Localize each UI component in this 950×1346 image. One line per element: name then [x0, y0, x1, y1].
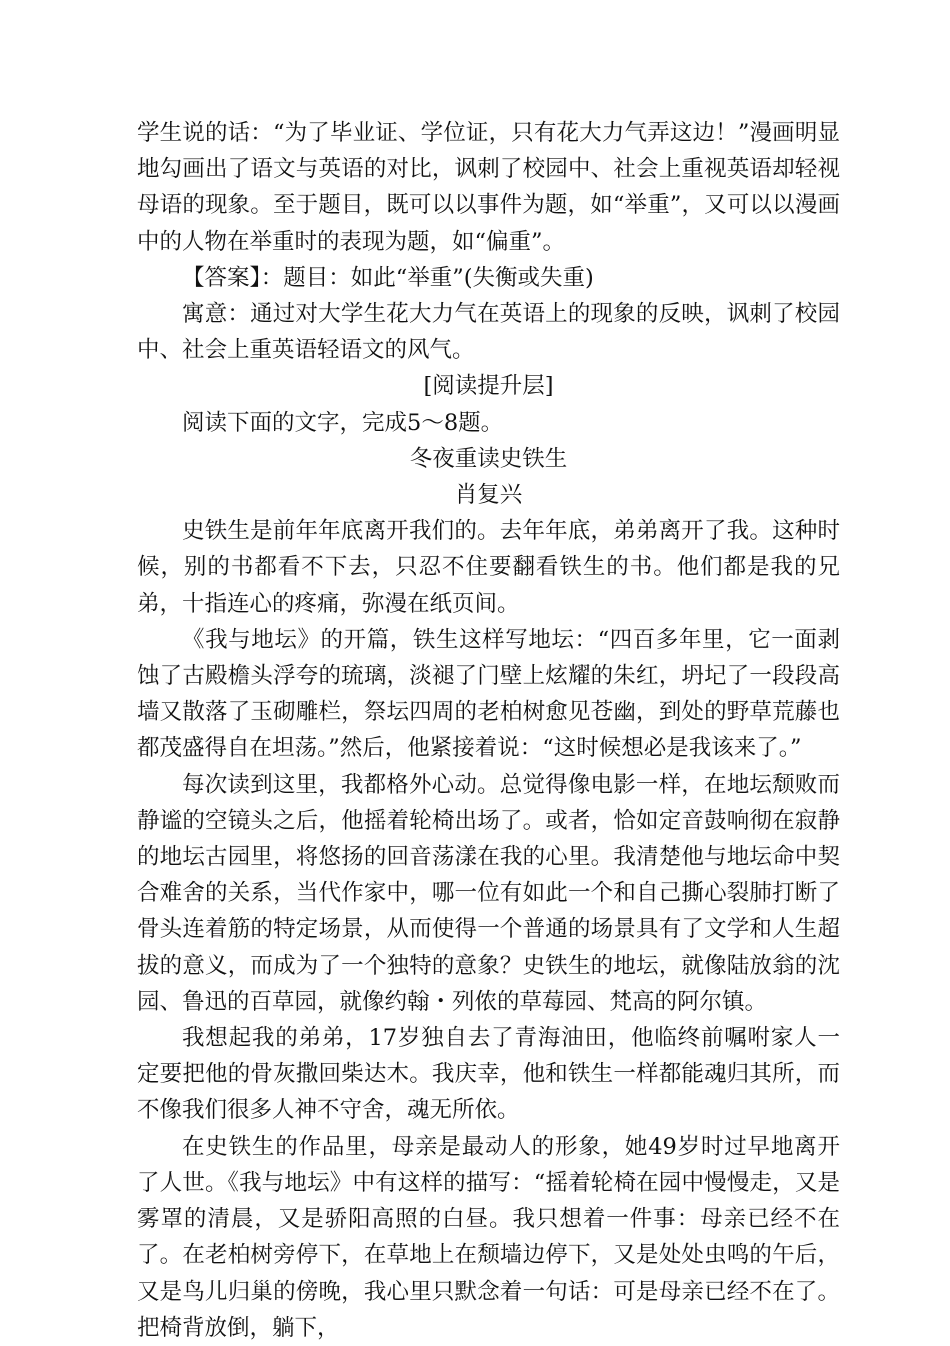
- essay-paragraph-3: 每次读到这里，我都格外心动。总觉得像电影一样，在地坛颓败而静谧的空镜头之后，他摇着轮椅出场了。或者，恰如定音鼓响彻在寂静的地坛古园里，将悠扬的回音荡漾在我的心里。我清楚他与地坛命中契合难舍的关系，当代作家中，哪一位有如此一个和自己撕心裂肺打断了骨头连着筋的特定场景，从而使得一个普通的场景具有了文学和人生超拔的意义，而成为了一个独特的意象？史铁生的地坛，就像陆放翁的沈园、鲁迅的百草园，就像约翰・列侬的草莓园、梵高的阿尔镇。: [137, 771, 840, 1015]
- answer-meaning-paragraph: 寓意：通过对大学生花大力气在英语上的现象的反映，讽刺了校园中、社会上重英语轻语文的风气。: [137, 301, 840, 364]
- essay-paragraph-5: 在史铁生的作品里，母亲是最动人的形象，她49岁时过早地离开了人世。《我与地坛》中有这样的描写：“摇着轮椅在园中慢慢走，又是雾罩的清晨，又是骄阳高照的白昼。我只想着一件事：母亲已经不在了。在老柏树旁停下，在草地上在颓墙边停下，又是处处虫鸣的午后，又是鸟儿归巢的傍晚，我心里只默念着一句话：可是母亲已经不在了。把椅背放倒，躺下，: [137, 1133, 840, 1341]
- analysis-paragraph: 学生说的话：“为了毕业证、学位证，只有花大力气弄这边！”漫画明显地勾画出了语文与英语的对比，讽刺了校园中、社会上重视英语却轻视母语的现象。至于题目，既可以以事件为题，如“举重”，又可以以漫画中的人物在举重时的表现为题，如“偏重”。: [137, 120, 840, 255]
- essay-paragraph-1: 史铁生是前年年底离开我们的。去年年底，弟弟离开了我。这种时候，别的书都看不下去，只忍不住要翻看铁生的书。他们都是我的兄弟，十指连心的疼痛，弥漫在纸页间。: [137, 518, 840, 617]
- answer-title-paragraph: 【答案】：题目：如此“举重”(失衡或失重): [182, 264, 594, 291]
- document-page: [137, 115, 840, 1346]
- essay-title: 冬夜重读史铁生: [409, 445, 568, 472]
- essay-author: 肖复兴: [454, 482, 523, 509]
- essay-paragraph-4: 我想起我的弟弟，17岁独自去了青海油田，他临终前嘱咐家人一定要把他的骨灰撒回柴达木。我庆幸，他和铁生一样都能魂归其所，而不像我们很多人神不守舍，魂无所依。: [137, 1025, 840, 1124]
- instruction-paragraph: 阅读下面的文字，完成5～8题。: [182, 409, 504, 436]
- section-heading: [阅读提升层]: [423, 373, 554, 400]
- essay-paragraph-2: 《我与地坛》的开篇，铁生这样写地坛：“四百多年里，它一面剥蚀了古殿檐头浮夸的琉璃，淡褪了门壁上炫耀的朱红，坍圮了一段段高墙又散落了玉砌雕栏，祭坛四周的老柏树愈见苍幽，到处的野草荒藤也都茂盛得自在坦荡。”然后，他紧接着说：“这时候想必是我该来了。”: [137, 626, 840, 762]
